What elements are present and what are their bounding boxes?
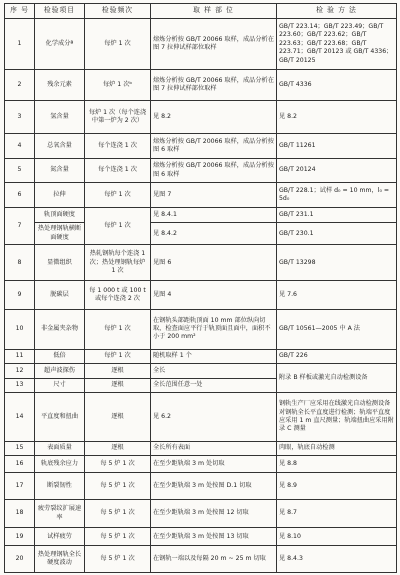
table-row — [5, 183, 397, 207]
row-no: 14 — [5, 393, 35, 442]
row-freq: 每 5 炉 1 次 — [85, 456, 151, 473]
table-row — [5, 528, 397, 546]
row-method: GB/T 11261 — [277, 134, 397, 158]
row-item: 试样疲劳 — [35, 528, 85, 546]
row-item: 超声波探伤 — [35, 364, 85, 378]
row-freq: 逐根 — [85, 364, 151, 378]
row-position: 在至少距轨端 3 m 处切取 — [151, 456, 277, 473]
row-position: 全长 — [151, 364, 277, 378]
row-position: 熔炼分析按 GB/T 20066 取样，成品分析按图 6 取样 — [151, 158, 277, 182]
table-row — [5, 441, 397, 455]
row-no: 2 — [5, 70, 35, 101]
row-position: 见图 6 — [151, 245, 277, 281]
row-method: 见 8.4.3 — [277, 546, 397, 573]
row-no: 4 — [5, 134, 35, 158]
row-no: 18 — [5, 499, 35, 528]
table-row — [5, 134, 397, 158]
row-method: GB/T 4336 — [277, 70, 397, 101]
row-no: 8 — [5, 245, 35, 281]
row-item: 化学成分ª — [35, 19, 85, 70]
row-no: 1 — [5, 19, 35, 70]
row-item: 氢含量 — [35, 101, 85, 134]
table-row — [5, 456, 397, 473]
row-method: 见 8.2 — [277, 101, 397, 134]
header-position: 取 样 部 位 — [151, 4, 277, 19]
row-freq: 每个连浇 1 次 — [85, 158, 151, 182]
row-method: GB/T 20124 — [277, 158, 397, 182]
row-freq: 每炉 1 次ᵇ — [85, 70, 151, 101]
header-method: 检 验 方 法 — [277, 4, 397, 19]
inspection-table-sheet — [4, 3, 396, 573]
table-row — [5, 349, 397, 363]
row-no: 5 — [5, 158, 35, 182]
row-item: 低倍 — [35, 349, 85, 363]
row-no: 20 — [5, 546, 35, 573]
row-item: 残余元素 — [35, 70, 85, 101]
row-item: 脱碳层 — [35, 280, 85, 309]
table-row — [5, 19, 397, 70]
table-row — [5, 393, 397, 442]
row-position: 熔炼分析按 GB/T 20066 取样，成品分析按图 6 取样 — [151, 134, 277, 158]
row-item: 尺寸 — [35, 378, 85, 392]
row-no: 16 — [5, 456, 35, 473]
row-position: 在钢轨一端以及每隔 20 m ~ 25 m 切取 — [151, 546, 277, 573]
row-freq: 每炉 1 次 — [85, 183, 151, 207]
row-freq: 逐根 — [85, 393, 151, 442]
row-method: 附录 B 样板或激光自动检测设备 — [277, 364, 397, 393]
row-no: 17 — [5, 472, 35, 499]
row-item: 表面质量 — [35, 441, 85, 455]
row-position: 在钢轨头部距轨顶面 10 mm 部位纵向切取，检查面应平行于轨顶面且面中，面积不小于 200 mm² — [151, 309, 277, 349]
row-item: 轨顶面硬度 — [35, 207, 85, 223]
row-item: 显微组织 — [35, 245, 85, 281]
row-freq: 逐根 — [85, 441, 151, 455]
header-freq: 检验频次 — [85, 4, 151, 19]
row-no: 13 — [5, 378, 35, 392]
row-position: 全长所有表面 — [151, 441, 277, 455]
table-row — [5, 546, 397, 573]
row-freq: 每 5 炉 1 次 — [85, 472, 151, 499]
row-method: GB/T 226 — [277, 349, 397, 363]
row-no: 12 — [5, 364, 35, 378]
row-method: 见 8.10 — [277, 528, 397, 546]
row-position: 熔炼分析按 GB/T 20066 取样，成品分析在图 7 拉伸试样部位取样 — [151, 70, 277, 101]
row-method: 肉眼，轨底自动检测 — [277, 441, 397, 455]
table-row — [5, 472, 397, 499]
row-freq: 逐根 — [85, 378, 151, 392]
table-row — [5, 309, 397, 349]
row-item: 轨底残余应力 — [35, 456, 85, 473]
inspection-table — [4, 3, 397, 573]
table-row — [5, 364, 397, 378]
row-method: GB/T 13298 — [277, 245, 397, 281]
row-item: 平直度和扭曲 — [35, 393, 85, 442]
row-method: 见 7.6 — [277, 280, 397, 309]
row-no: 3 — [5, 101, 35, 134]
row-freq: 每炉 1 次 — [85, 207, 151, 245]
row-item: 氮含量 — [35, 158, 85, 182]
row-item: 热处理钢轨全长硬度波动 — [35, 546, 85, 573]
table-row — [5, 499, 397, 528]
row-freq: 每 1 000 t 或 100 t 或每个连浇 2 次 — [85, 280, 151, 309]
row-position: 见图 7 — [151, 183, 277, 207]
row-position: 熔炼分析按 GB/T 20066 取样，成品分析在图 7 拉伸试样部位取样 — [151, 19, 277, 70]
row-method: GB/T 10561—2005 中 A 法 — [277, 309, 397, 349]
table-row — [5, 223, 397, 245]
table-row — [5, 280, 397, 309]
table-header-row — [5, 4, 397, 19]
table-row — [5, 158, 397, 182]
row-position: 见 8.4.1 — [151, 207, 277, 223]
row-method: GB/T 223.14；GB/T 223.49；GB/T 223.60；GB/T 223.62；GB/T 223.63；GB/T 223.68；GB/T 223.71；GB/T 20123 或 GB/T 4336；GB/T 20125 — [277, 19, 397, 70]
row-freq: 每 5 炉 1 次 — [85, 499, 151, 528]
row-item: 疲劳裂纹扩展速率 — [35, 499, 85, 528]
row-no: 19 — [5, 528, 35, 546]
row-position: 见 6.2 — [151, 393, 277, 442]
row-position: 见图 4 — [151, 280, 277, 309]
table-row — [5, 70, 397, 101]
row-method: 钢轨生产厂应采用在线激光自动检测设备对钢轨全长平直度进行检测；轨端平直度应采用 1 m 直尺测量；轨端扭曲应采用附录 C 测量 — [277, 393, 397, 442]
row-position: 在至少距轨端 3 m 处按图 D.1 切取 — [151, 472, 277, 499]
row-item: 热处理钢轨横断面硬度 — [35, 223, 85, 245]
row-item: 拉伸 — [35, 183, 85, 207]
row-freq: 每 5 炉 1 次 — [85, 546, 151, 573]
row-freq: 每 5 炉 1 次 — [85, 528, 151, 546]
row-freq: 每炉 1 次 — [85, 349, 151, 363]
row-method: 见 8.8 — [277, 456, 397, 473]
row-freq: 每炉 1 次（每个连浇中第一炉为 2 次） — [85, 101, 151, 134]
row-freq: 热轧钢轨每个连浇 1 次；热处理钢轨每炉 1 次 — [85, 245, 151, 281]
row-no: 15 — [5, 441, 35, 455]
row-position: 随机取样 1 个 — [151, 349, 277, 363]
row-freq: 每炉 1 次 — [85, 309, 151, 349]
row-item: 非金属夹杂物 — [35, 309, 85, 349]
row-item: 总氧含量 — [35, 134, 85, 158]
header-item: 检验项目 — [35, 4, 85, 19]
table-row — [5, 101, 397, 134]
row-method: 见 8.7 — [277, 499, 397, 528]
row-no: 10 — [5, 309, 35, 349]
header-no: 序 号 — [5, 4, 35, 19]
row-position: 在至少距轨端 3 m 处按图 13 切取 — [151, 528, 277, 546]
row-no: 9 — [5, 280, 35, 309]
table-row — [5, 245, 397, 281]
row-method: GB/T 231.1 — [277, 207, 397, 223]
row-position: 见 8.4.2 — [151, 223, 277, 245]
row-method: GB/T 230.1 — [277, 223, 397, 245]
row-position: 见 8.2 — [151, 101, 277, 134]
row-method: GB/T 228.1；试样 d₀ = 10 mm，l₀ = 5d₀ — [277, 183, 397, 207]
row-item: 断裂韧性 — [35, 472, 85, 499]
row-position: 全长范围任意一处 — [151, 378, 277, 392]
row-freq: 每个连浇 1 次 — [85, 134, 151, 158]
row-position: 在至少距轨端 3 m 处按图 12 切取 — [151, 499, 277, 528]
row-method: 见 8.9 — [277, 472, 397, 499]
row-freq: 每炉 1 次 — [85, 19, 151, 70]
table-row — [5, 207, 397, 223]
row-no: 11 — [5, 349, 35, 363]
row-no: 7 — [5, 207, 35, 245]
row-no: 6 — [5, 183, 35, 207]
